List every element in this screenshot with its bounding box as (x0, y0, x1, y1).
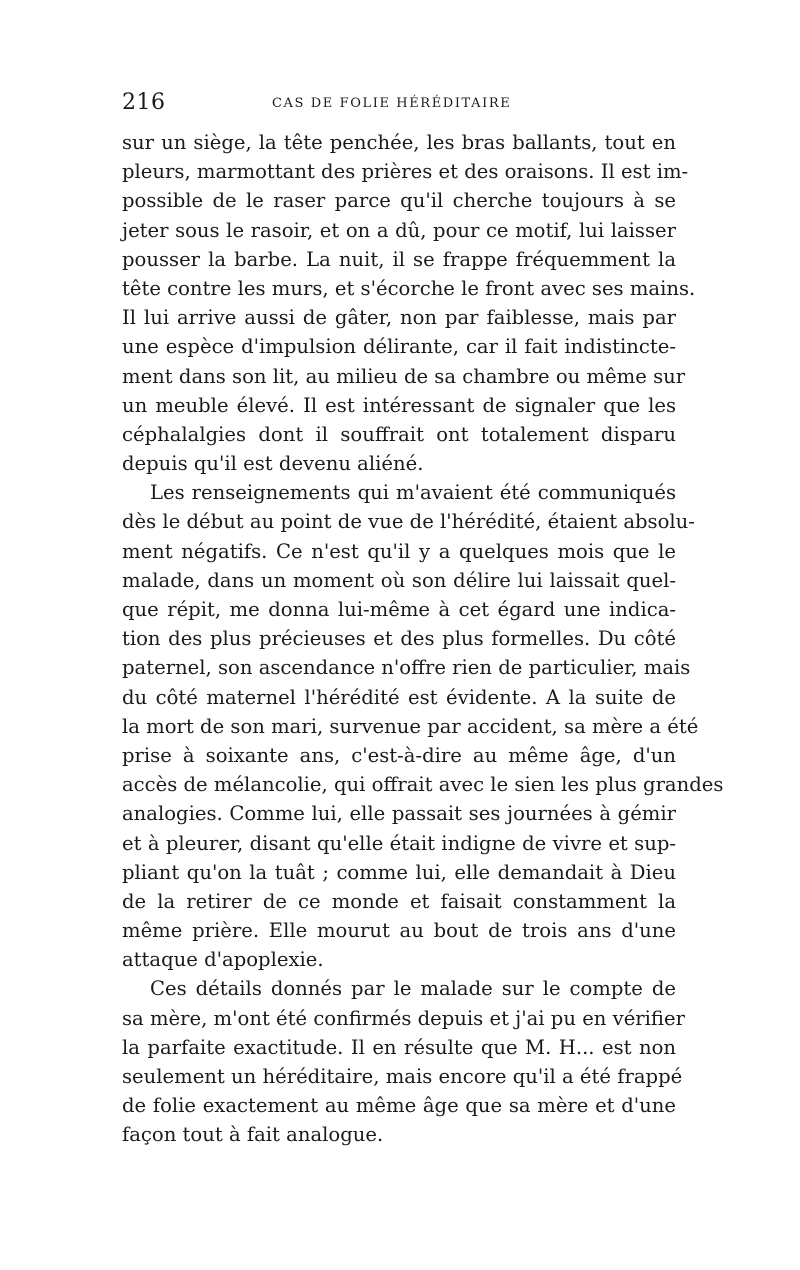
text-line: sa mère, m'ont été confirmés depuis et j'ai pu en vérifier (122, 1006, 685, 1030)
text-line: sur un siège, la tête penchée, les bras ballants, tout en (122, 131, 676, 154)
paragraph-end-line: façon tout à fait analogue. (122, 1123, 384, 1147)
text-line: tête contre les murs, et s'écorche le front avec ses mains. (122, 276, 696, 300)
paragraph-start-line: Ces détails donnés par le malade sur le compte de (150, 977, 676, 1001)
text-line: seulement un héréditaire, mais encore qu'il a été frappé (122, 1065, 683, 1088)
text-line: accès de mélancolie, qui offrait avec le sien les plus grandes (122, 773, 724, 797)
text-line: du côté maternel l'hérédité est évidente. A la suite de (122, 685, 676, 709)
paragraph-end-line: depuis qu'il est devenu aliéné. (122, 452, 424, 476)
text-line: Il lui arrive aussi de gâter, non par faiblesse, mais par (122, 306, 676, 330)
text-line: la parfaite exactitude. Il en résulte que M. H... est non (122, 1035, 676, 1059)
text-line: possible de le raser parce qu'il cherche toujours à se (122, 189, 676, 213)
text-line: même prière. Elle mourut au bout de trois ans d'une (122, 919, 676, 943)
text-line: un meuble élevé. Il est intéressant de signaler que les (122, 393, 676, 417)
running-title: CAS DE FOLIE HÉRÉDITAIRE (272, 96, 512, 111)
text-line: et à pleurer, disant qu'elle était indigne de vivre et sup- (122, 831, 676, 855)
text-line: de la retirer de ce monde et faisait constamment la (122, 889, 676, 913)
text-line: la mort de son mari, survenue par accident, sa mère a été (122, 714, 699, 738)
text-line: malade, dans un moment où son délire lui laissait quel- (122, 568, 676, 592)
paragraph-end-line: attaque d'apoplexie. (122, 948, 324, 972)
text-line: jeter sous le rasoir, et on a dû, pour ce motif, lui laisser (122, 218, 676, 242)
page-number: 216 (122, 90, 166, 115)
body-text (122, 128, 724, 1150)
text-line: analogies. Comme lui, elle passait ses journées à gémir (122, 802, 676, 826)
text-line: pousser la barbe. La nuit, il se frappe fréquemment la (122, 247, 676, 271)
text-line: pliant qu'on la tuât ; comme lui, elle demandait à Dieu (122, 860, 676, 884)
text-line: pleurs, marmottant des prières et des oraisons. Il est im- (122, 160, 689, 184)
text-line: tion des plus précieuses et des plus formelles. Du côté (122, 627, 676, 651)
text-line: prise à soixante ans, c'est-à-dire au même âge, d'un (122, 743, 676, 767)
text-line: ment dans son lit, au milieu de sa chambre ou même sur (122, 364, 686, 388)
paragraph-start-line: Les renseignements qui m'avaient été communiqués (150, 481, 676, 505)
text-line: de folie exactement au même âge que sa mère et d'une (122, 1094, 676, 1118)
text-line: céphalalgies dont il souffrait ont totalement disparu (122, 422, 676, 446)
text-line: que répit, me donna lui-même à cet égard une indica- (122, 598, 676, 621)
text-line: paternel, son ascendance n'offre rien de particulier, mais (122, 656, 691, 680)
page-header (122, 90, 682, 120)
text-line: ment négatifs. Ce n'est qu'il y a quelques mois que le (122, 539, 676, 563)
text-line: une espèce d'impulsion délirante, car il fait indistincte- (122, 335, 676, 359)
text-line: dès le début au point de vue de l'hérédité, étaient absolu- (122, 510, 695, 534)
